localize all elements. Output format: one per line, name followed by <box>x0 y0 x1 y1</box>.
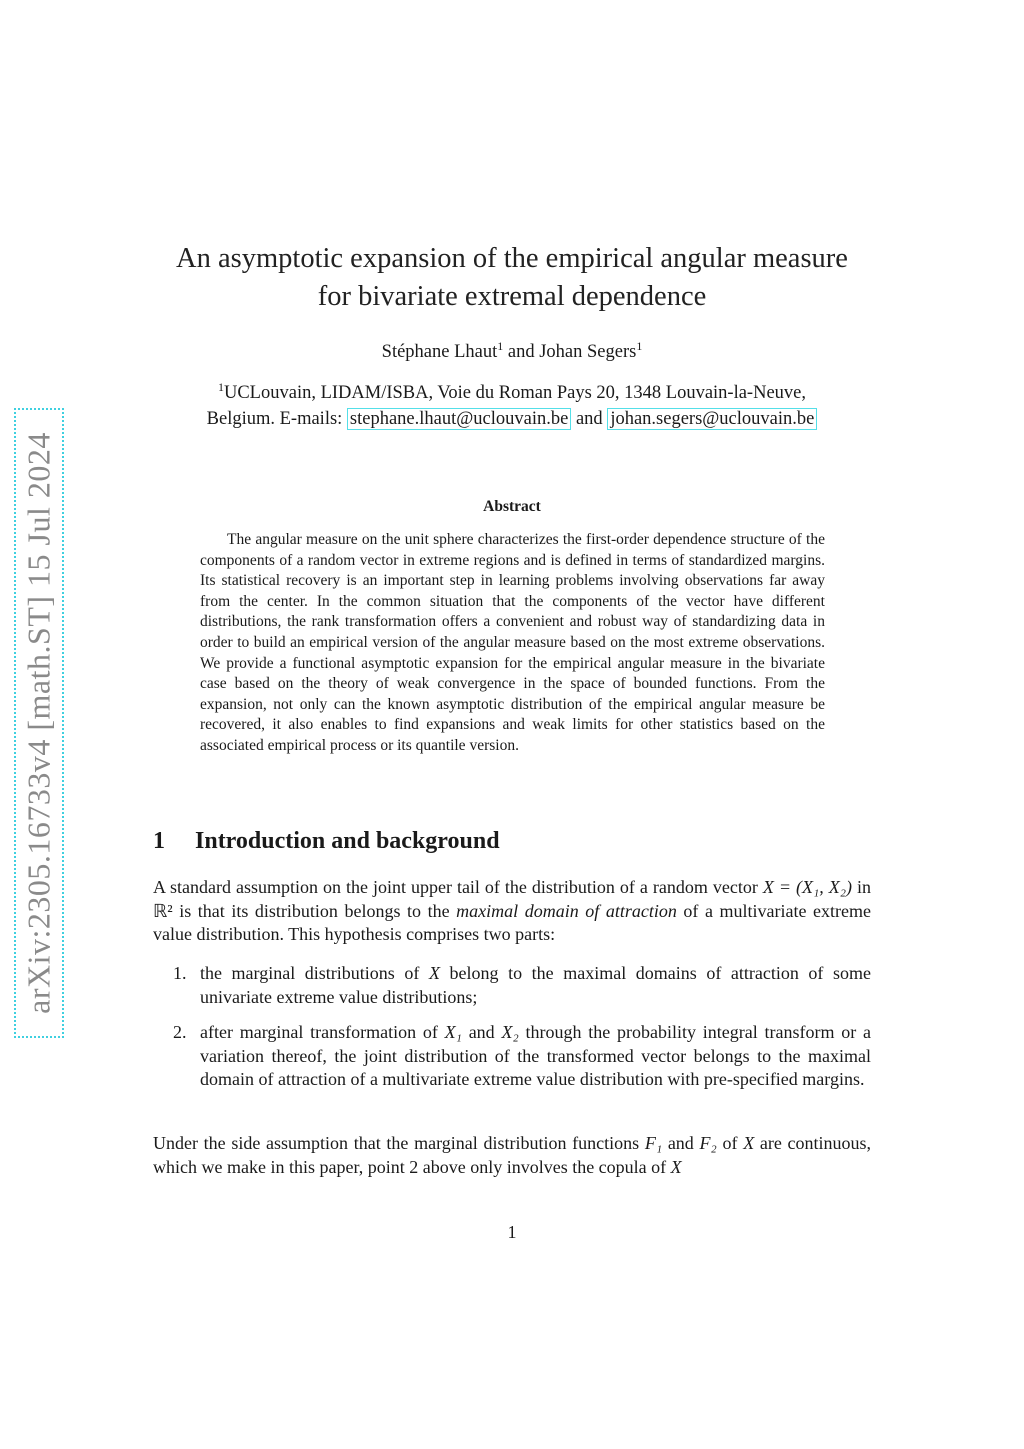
text-run: through the probability integral transform or a variation thereof, the joint distribution of the transformed vector belongs to the maximal domain of attraction of a multivariate extreme value distribution with pre-specified margins. <box>200 1022 871 1089</box>
intro-paragraph-1 <box>153 876 871 947</box>
text-run: Under the side assumption that the marginal distribution functions <box>153 1133 640 1153</box>
assumption-list <box>153 962 871 1104</box>
email-prefix: Belgium. E-mails: <box>206 409 343 429</box>
text-run: are continuous, which we make in this paper, point 2 above only involves the copula of <box>153 1133 872 1177</box>
affiliation-mark: 1 <box>217 380 224 394</box>
math-inline: F₁ <box>644 1133 663 1153</box>
emphasis-text: maximal domain of attraction <box>456 900 677 921</box>
affiliation-line-2 <box>150 406 874 432</box>
section-heading <box>153 828 500 855</box>
math-inline: F₂ <box>699 1133 717 1153</box>
email-link-lhaut[interactable]: stephane.lhaut@uclouvain.be <box>347 408 571 430</box>
paper-title <box>150 240 874 316</box>
arxiv-identifier-stamp[interactable] <box>14 408 64 1038</box>
arxiv-id-text: arXiv:2305.16733v4 [math.ST] 15 Jul 2024 <box>20 432 57 1014</box>
email-link-segers[interactable]: johan.segers@uclouvain.be <box>607 408 817 430</box>
text-run: after marginal transformation of <box>200 1022 438 1042</box>
abstract-text: The angular measure on the unit sphere characterizes the first-order dependence structure of the components of a random vector in extreme regions and is defined in terms of standardized margins. Its statistical recovery is an important step in learning problems involving observations far away from the center. In the common situation that the components of the vector have different distributions, the rank transformation offers a convenient and robust way of standardizing data in order to build an empirical version of the angular measure based on the most extreme observations. We provide a functional asymptotic expansion for the empirical angular measure in the bivariate case based on the theory of weak convergence in the space of bounded functions. From the expansion, not only can the known asymptotic distribution of the empirical angular measure be recovered, it also enables to find expansions and weak limits for other statistics based on the associated empirical process or its quantile version. <box>200 531 825 754</box>
title-line-2: for bivariate extremal dependence <box>317 281 707 312</box>
title-line-1: An asymptotic expansion of the empirical angular measure <box>176 243 848 274</box>
author-name: Johan Segers <box>539 342 637 362</box>
text-run: and <box>667 1133 694 1153</box>
text-run: of a multivariate extreme value distribution. This hypothesis comprises two parts: <box>153 900 872 944</box>
section-number: 1 <box>153 828 165 854</box>
page-number: 1 <box>507 1222 517 1242</box>
list-marker: 2. <box>173 1022 187 1042</box>
math-inline: X = (X₁, X₂) <box>762 877 852 897</box>
list-marker: 1. <box>173 963 187 983</box>
affiliation-address: UCLouvain, LIDAM/ISBA, Voie du Roman Pays 20, 1348 Louvain-la-Neuve, <box>223 383 806 403</box>
author-affiliation-mark: 1 <box>497 339 504 353</box>
author-joiner: and <box>507 342 535 362</box>
abstract-heading: Abstract <box>483 498 541 515</box>
email-joiner: and <box>575 409 603 429</box>
author-affiliation-mark: 1 <box>636 339 643 353</box>
text-run: of <box>722 1133 738 1153</box>
text-run: belong to the maximal domains of attraction of some univariate extreme value distributions; <box>200 963 871 1007</box>
math-inline: X₁ <box>444 1022 462 1042</box>
text-run: and <box>468 1022 495 1042</box>
text-run: the marginal distributions of <box>200 963 420 983</box>
text-run: is that its distribution belongs to the <box>179 900 450 921</box>
author-list <box>150 338 874 366</box>
math-inline: X <box>428 963 440 983</box>
text-run: in <box>857 877 872 897</box>
math-inline: ℝ² <box>153 900 173 921</box>
list-item <box>153 1021 871 1092</box>
affiliation-line-1 <box>150 380 874 406</box>
text-run: A standard assumption on the joint upper tail of the distribution of a random vector <box>153 877 758 897</box>
affiliation-block <box>150 380 874 432</box>
math-inline: X₂ <box>501 1022 519 1042</box>
author-name: Stéphane Lhaut <box>381 342 498 362</box>
math-inline: X <box>743 1133 755 1153</box>
section-title: Introduction and background <box>195 828 500 854</box>
math-inline: X <box>670 1156 682 1177</box>
intro-paragraph-2 <box>153 1132 871 1179</box>
list-item <box>153 962 871 1009</box>
